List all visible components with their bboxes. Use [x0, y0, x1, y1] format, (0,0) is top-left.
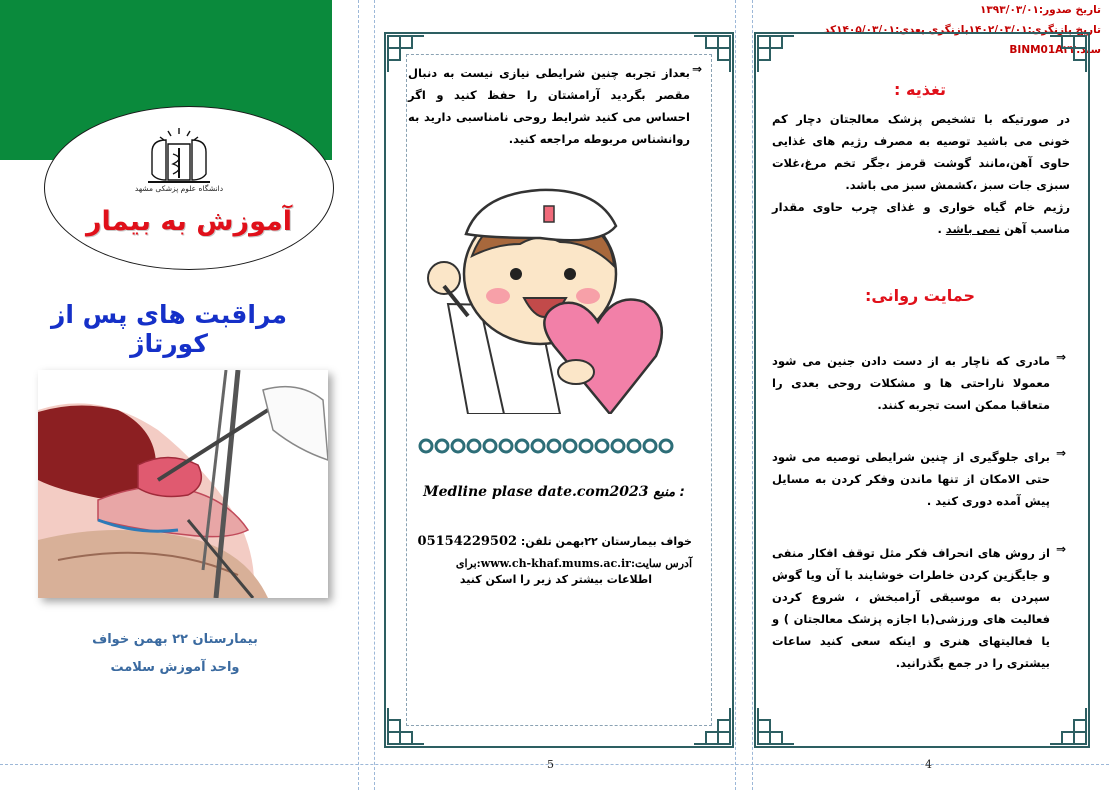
source-line [414, 484, 694, 500]
bullet-text-3: از روش های انحراف فکر مثل توقف افکار منفی و جایگزین کردن خاطرات خوشایند با آن ویا گوش سپردن به موسیقی آرامبخش ، شروع کردن فعالیت های ورزشی(با اجازه پزشک معالجتان ) و یا فعالیتهای هنری و اینکه سعی کنید ساعات بیشتری را در جمع بگذرانید. [772, 546, 1050, 670]
contact-hospital: خواف بیمارستان ۲۲بهمن تلفن: [520, 535, 692, 548]
contact-line-1 [416, 534, 692, 549]
scan-code-line: اطلاعات بیشتر کد زیر را اسکن کنید [459, 573, 652, 586]
guide-line [735, 0, 736, 790]
arrow-right-icon: ⇒ [1056, 542, 1067, 556]
issue-date: تاریخ صدور:۱۳۹۳/۰۳/۰۱ [979, 4, 1101, 16]
arrow-right-icon: ⇒ [692, 62, 703, 76]
guide-line [358, 0, 359, 790]
revision-date: تاریخ بازنگری:۱۴۰۲/۰۳/۰۱بازنگری بعدی:۱۴۰۵/۰۳/۰۱کد [823, 24, 1101, 36]
guide-line [374, 0, 375, 790]
cover-title: آموزش به بیمار [86, 206, 292, 237]
arrow-right-icon: ⇒ [1056, 350, 1067, 364]
page-number: 5 [547, 758, 554, 771]
phone-number: 05154229502 [417, 534, 518, 549]
corner-ornament-icon [754, 706, 796, 748]
guide-line [752, 0, 753, 790]
corner-ornament-icon [1048, 32, 1090, 74]
corner-ornament-icon [1048, 706, 1090, 748]
decorative-chain-divider [418, 434, 678, 458]
corner-ornament-icon [692, 706, 734, 748]
medical-illustration [38, 370, 328, 598]
document-code: سند:BINM01A۲۲ [1009, 44, 1101, 56]
nutrition-title: تغذیه : [894, 80, 946, 99]
bullet-text-2: برای جلوگیری از چنین شرایطی توصیه می شود حتی الامکان از تنها ماندن وفکر کردن به مسایل پیش آمده دوری کنید . [772, 450, 1050, 508]
page-number: 4 [925, 758, 932, 771]
footer-hospital: بیمارستان ۲۲ بهمن خواف [92, 632, 258, 647]
nutrition-text-2: رژیم خام گیاه خواری و غذای چرب حاوی مقدار مناسب آهن [772, 200, 1070, 236]
guide-line [0, 764, 1109, 765]
nutrition-text-underlined: نمی باشد [945, 222, 1001, 236]
source-value: Medline plase date.com2023 [423, 484, 649, 500]
intro-paragraph: بعداز تجربه چنین شرایطی نیازی نیست به دنبال مقصر بگردید آرامشتان را حفظ کنید و اگر احساس می کنید شرایط روحی نامناسبی دارید به روانشناس مربوطه مراجعه کنید. [408, 66, 690, 146]
corner-ornament-icon [754, 32, 796, 74]
nurse-illustration [420, 186, 682, 414]
footer-unit: واحد آموزش سلامت [110, 660, 240, 675]
logo-caption: دانشگاه علوم پزشکی مشهد [134, 184, 224, 193]
nutrition-paragraph: در صورتیکه با تشخیص پزشک معالجتان دچار کم خونی می باشید توصیه به مصرف رژیم های غذایی حاوی آهن،مانند گوشت قرمز ،جگر تخم مرغ،غلات سبزی جات سبز ،کشمش سبز می باشد. [772, 112, 1070, 192]
corner-ornament-icon [384, 706, 426, 748]
psych-support-title: حمایت روانی: [864, 286, 975, 305]
nutrition-paragraph-2: رژیم خام گیاه خواری و غذای چرب حاوی مقدار مناسب آهن نمی باشد . [772, 200, 1070, 236]
main-heading: مراقبت های پس از کورتاژ [50, 300, 288, 358]
arrow-right-icon: ⇒ [1056, 446, 1067, 460]
website-line: آدرس سایت:www.ch-khaf.mums.ac.ir:برای [455, 557, 692, 570]
bullet-text-1: مادری که ناچار به از دست دادن جنین می شود معمولا ناراحتی ها و مشکلات روحی بعدی را متعاقبا ممکن است تجربه کنند. [772, 354, 1050, 412]
source-label: منبع : [653, 485, 685, 500]
